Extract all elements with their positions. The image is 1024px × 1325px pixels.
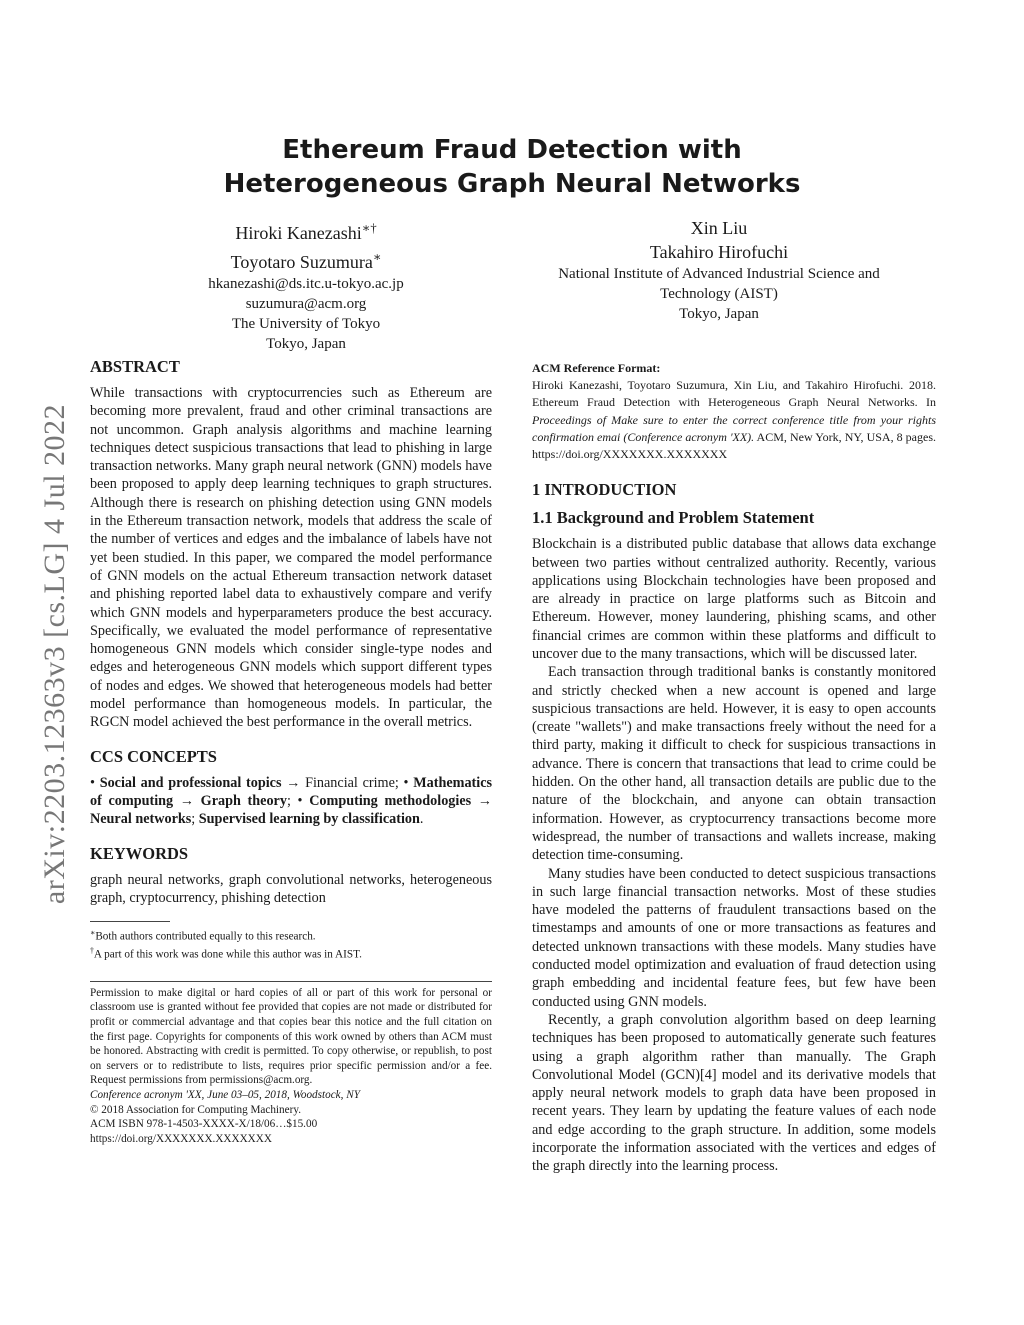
author-email: suzumura@acm.org: [245, 296, 367, 312]
author-name: Takahiro Hirofuchi: [649, 242, 789, 262]
keywords-heading: KEYWORDS: [90, 843, 189, 863]
ccs-heading: CCS CONCEPTS: [90, 746, 217, 766]
copyright-line: © 2018 Association for Computing Machinery.: [90, 1103, 301, 1116]
intro-paragraph-1: Blockchain is a distributed public database that allows data exchange between two parties without centralized authority. Recently, various applications using Blockchain technologies have been proposed and are already in practice on large platforms such as Bitcoin and Ethereum. However, money laundering, phishing scams, and other financial crimes are common within these platforms and difficult to uncover due to the many transactions, which will be discussed later.: [532, 536, 936, 662]
author-affiliation: Technology (AIST): [660, 286, 778, 302]
intro-heading: 1 INTRODUCTION: [532, 480, 677, 500]
keywords-text: graph neural networks, graph convolutional networks, heterogeneous graph, cryptocurrency, phishing detection: [90, 871, 492, 906]
footnotes: [90, 921, 492, 963]
abstract-text: While transactions with cryptocurrencies such as Ethereum are becoming more prevalent, fraud and other criminal transactions are not uncommon. Graph analysis algorithms and machine learning techniques detect suspicious transactions that lead to phishing in large transaction networks. Many graph neural network (GNN) models have been proposed to apply deep learning techniques to graph structures. Although there is research on phishing detection using GNN models in the Ethereum transaction network, models that address the scale of the number of vertices and edges and the imbalance of labels have not yet been studied. In this paper, we compared the model performance of GNN models on the actual Ethereum transaction network dataset and phishing reported label data to exhaustively compare and verify which GNN models and hyperparameters produce the best accuracy. Specifically, we evaluated the model performance of representative homogeneous GNN models which consider single-type nodes and edges and heterogeneous GNN models which support different types of nodes and edges. We showed that heterogeneous models had better model performance than homogeneous models. In particular, the RGCN model achieved the best performance in the overall metrics.: [90, 385, 492, 731]
author-location: Tokyo, Japan: [266, 336, 346, 352]
intro-paragraph-3: Many studies have been conducted to detect suspicious transactions in such large financial transaction networks. Most of these studies have modeled the patterns of fraudulent transactions based on the timestamps and amounts of one or more transactions as features and detected unknown transactions with these models. Many studies have conducted model optimization and evaluation of fraud detection using graph embedding and incidental feature fees, but few have been conducted using GNN models.: [532, 865, 936, 1010]
arxiv-watermark: arXiv:2203.12363v3 [cs.LG] 4 Jul 2022: [38, 403, 71, 905]
author-affiliation: National Institute of Advanced Industrial Science and: [558, 266, 880, 282]
title-line-1: Ethereum Fraud Detection with: [282, 135, 742, 165]
author-name: Toyotaro Suzumura∗: [230, 250, 382, 272]
author-name: Hiroki Kanezashi∗†: [235, 221, 377, 243]
author-email: hkanezashi@ds.itc.u-tokyo.ac.jp: [208, 276, 404, 292]
ccs-text: • Social and professional topics → Financial crime; • Mathematics of computing → Graph theory; • Computing methodologies → Neural networks; Supervised learning by classification.: [90, 774, 493, 828]
title-line-2: Heterogeneous Graph Neural Networks: [223, 169, 801, 199]
author-marks: ∗†: [361, 221, 377, 235]
doi-line: https://doi.org/XXXXXXX.XXXXXXX: [90, 1132, 272, 1145]
isbn-line: ACM ISBN 978-1-4503-XXXX-X/18/06…$15.00: [90, 1118, 318, 1131]
author-name: Xin Liu: [690, 218, 748, 238]
abstract-heading: ABSTRACT: [90, 357, 180, 376]
footnote-rule: [90, 921, 170, 922]
left-column: [90, 356, 492, 1146]
right-column: [532, 360, 936, 1176]
acm-reference: [532, 360, 936, 463]
permission-rule: [90, 981, 492, 982]
permission-text: Permission to make digital or hard copies of all or part of this work for personal or classroom use is granted without fee provided that copies are not made or distributed for profit or commercial advantage and that copies bear this notice and the full citation on the first page. Copyrights for components of this work owned by others than ACM must be honored. Abstracting with credit is permitted. To copy otherwise, or republish, to post on servers or to redistribute to lists, requires prior specific permission and/or a fee. Request permissions from permissions@acm.org.: [90, 986, 492, 1087]
ccs-section: [90, 746, 492, 829]
author-block-left: [160, 216, 452, 354]
permission-block: [90, 981, 492, 1147]
author-block-right: [520, 216, 918, 324]
keywords-section: [90, 843, 492, 908]
author-affiliation: The University of Tokyo: [231, 316, 381, 332]
intro-subheading: 1.1 Background and Problem Statement: [532, 508, 815, 528]
acm-ref-heading: ACM Reference Format:: [532, 361, 661, 375]
footnote-1: ∗Both authors contributed equally to this research.: [90, 928, 316, 943]
intro-paragraph-4: Recently, a graph convolution algorithm based on deep learning techniques has been proposed to automatically generate such features using a graph algorithm rather than manually. The Graph Convolutional Model (GCN)[4] model and its derivative models that apply neural network models to graph data have been proposed in recent years. They learn by updating the feature values of each node and edge according to the graph structure. In addition, some models incorporate the information associated with the vertices and edges of the graph directly into the learning process.: [532, 1011, 936, 1175]
acm-ref-text: Hiroki Kanezashi, Toyotaro Suzumura, Xin Liu, and Takahiro Hirofuchi. 2018. Ethereum Fraud Detection with Heterogeneous Graph Neural Networks. In Proceedings of Make sure to enter the correct conference title from your rights confirmation emai (Conference acronym 'XX). ACM, New York, NY, USA, 8 pages. https://doi.org/XXXXXXX.XXXXXXX: [532, 378, 937, 462]
author-marks: ∗: [372, 250, 382, 264]
intro-paragraph-2: Each transaction through traditional banks is constantly monitored and strictly checked when a new account is opened and large suspicious transactions are held. However, it is easy to open accounts (create "wallets") and make transactions freely without the need for a third party, making it difficult to check for suspicious transactions in advance. There is concern that transactions that lead to crime could be hidden. On the other hand, all transaction details are public due to the nature of the blockchain, and anyone can obtain transaction information. However, as cryptocurrency transactions become more widespread, the number of transactions and wallets increase, making detection time-consuming.: [532, 664, 936, 864]
author-location: Tokyo, Japan: [679, 306, 759, 322]
conference-line: Conference acronym 'XX, June 03–05, 2018, Woodstock, NY: [90, 1088, 360, 1101]
abstract-section: [90, 356, 492, 732]
paper-title: [0, 133, 1024, 201]
footnote-2: †A part of this work was done while this author was in AIST.: [90, 946, 362, 962]
